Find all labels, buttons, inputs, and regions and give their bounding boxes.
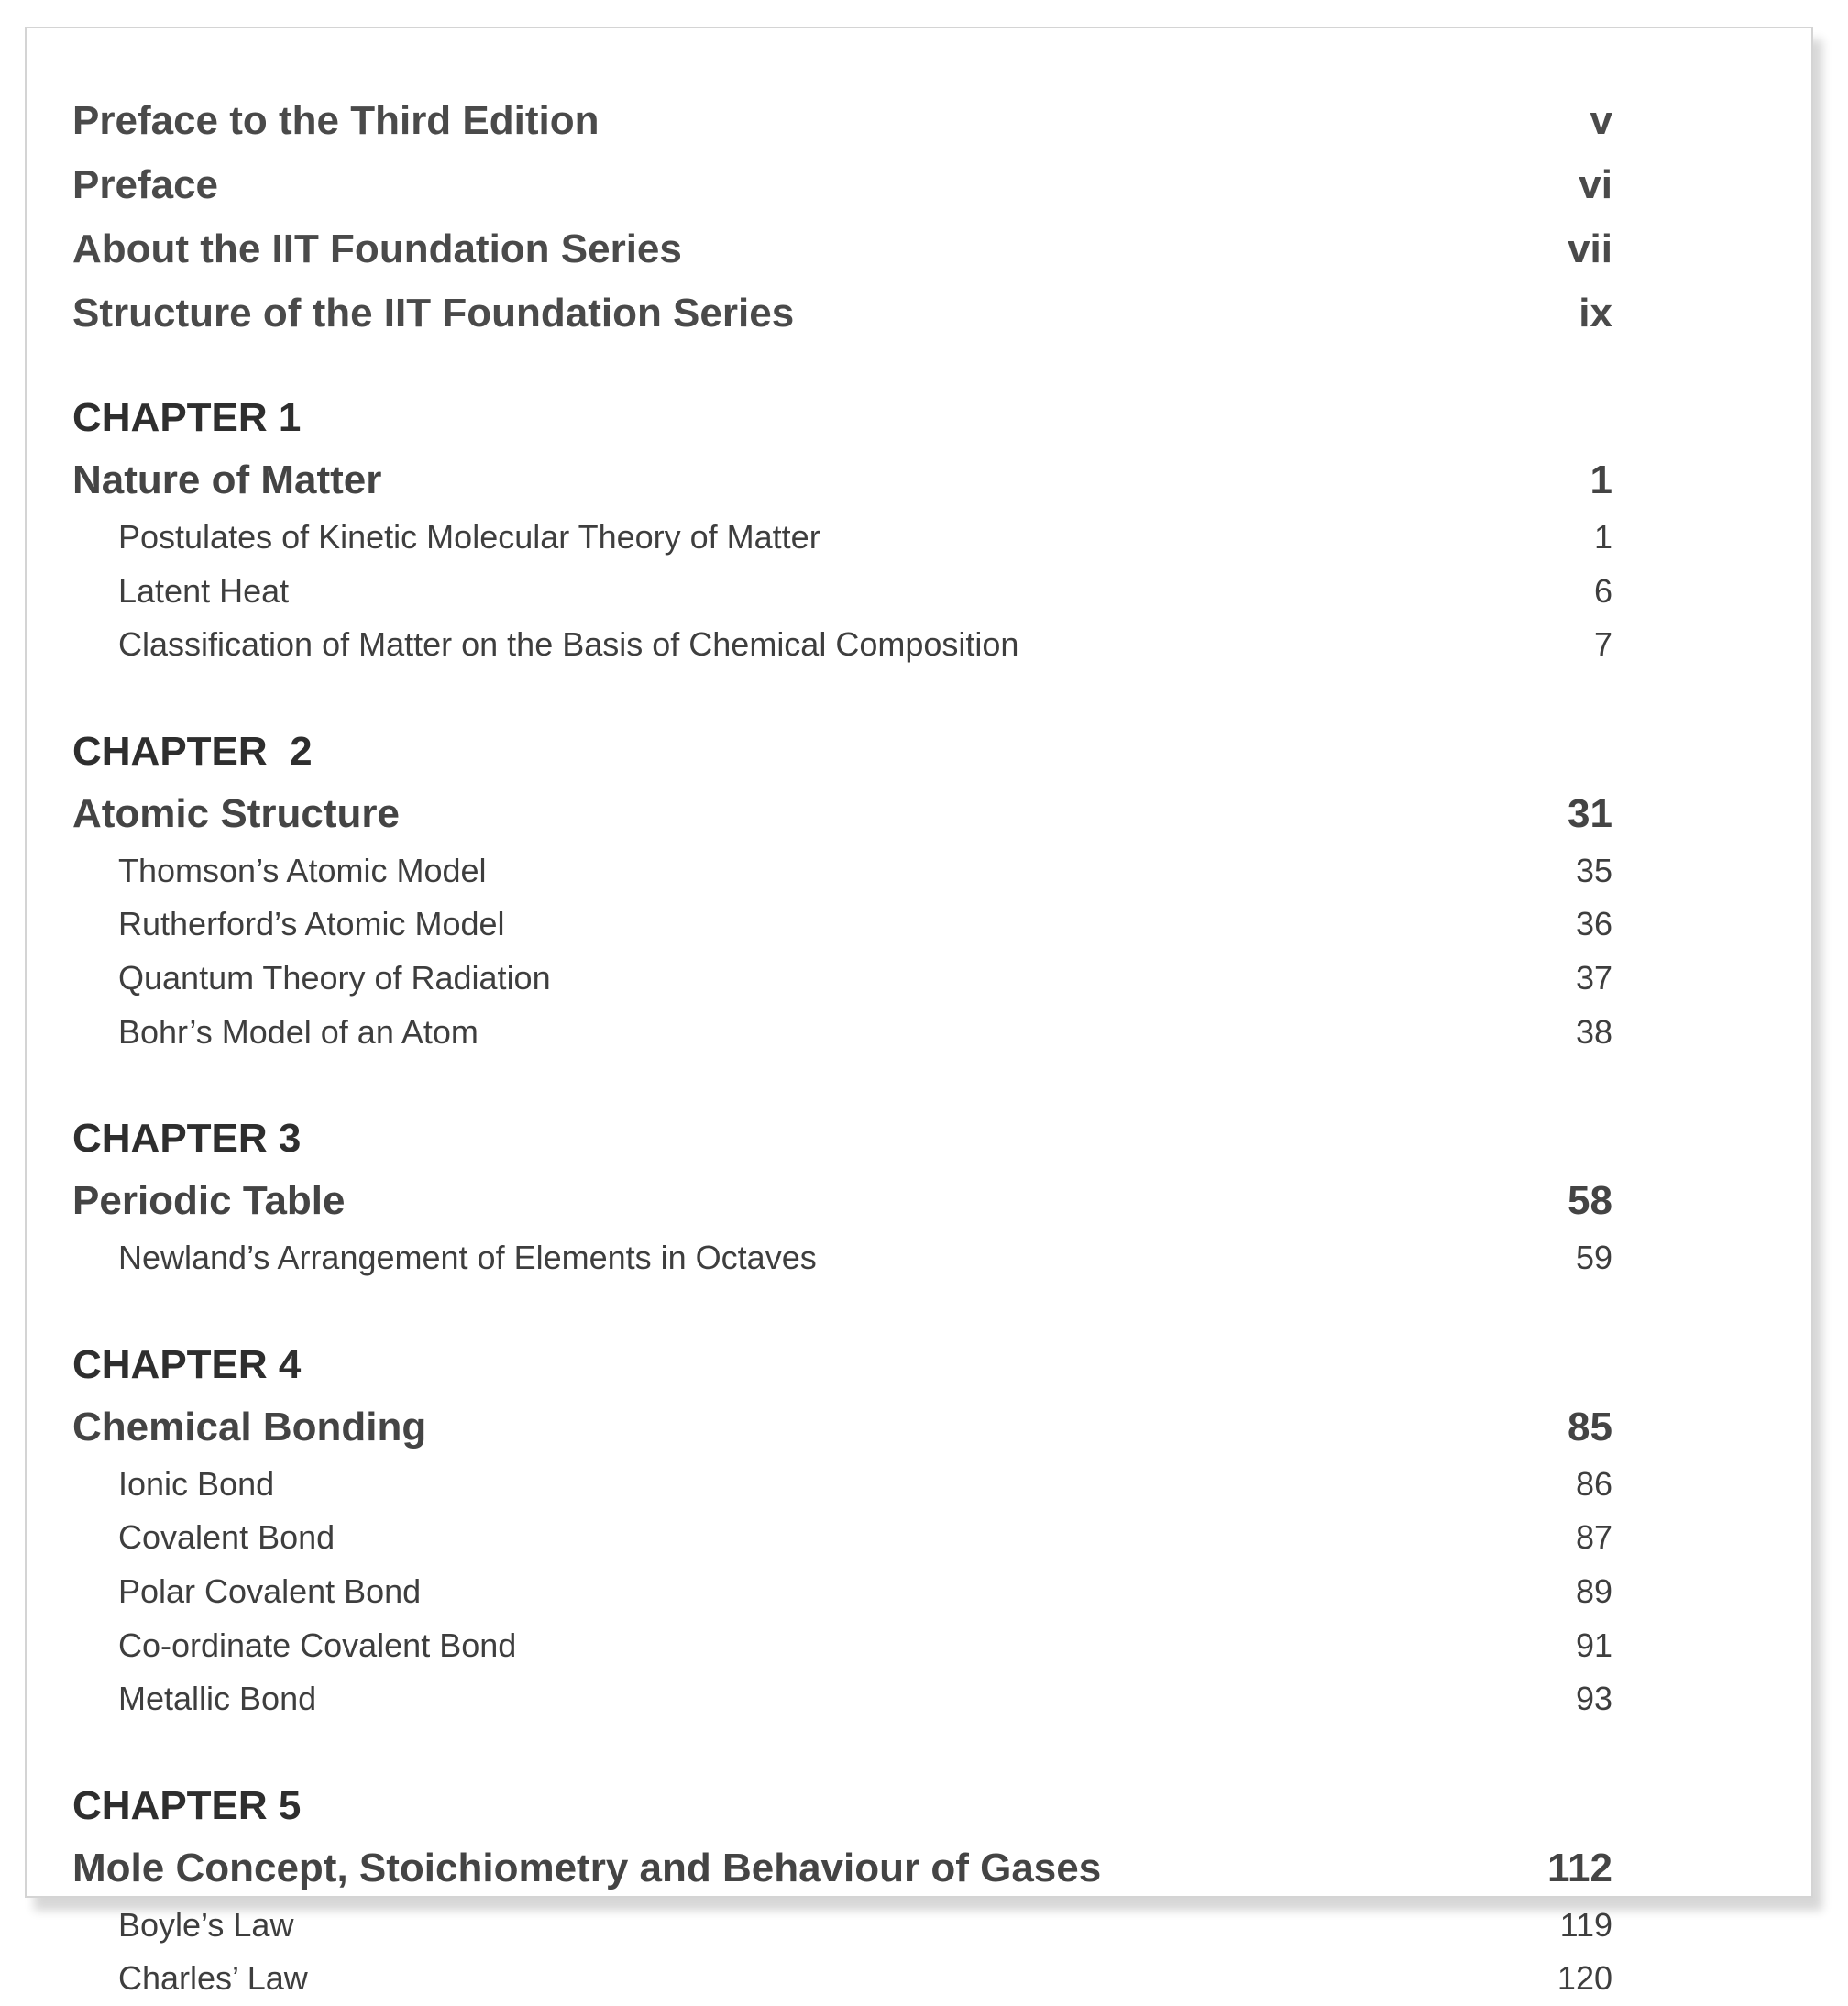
chapter-title-nature-of-matter[interactable] <box>72 450 1612 511</box>
chapter-page: 112 <box>1547 1845 1612 1890</box>
section-entry[interactable] <box>72 1231 1612 1285</box>
section-entry[interactable] <box>72 844 1612 898</box>
toc-entry-about-series[interactable] <box>72 217 1612 281</box>
chapter-title-chemical-bonding[interactable] <box>72 1397 1612 1458</box>
section-entry[interactable] <box>72 511 1612 565</box>
chapter-label: CHAPTER 2 <box>72 728 313 774</box>
chapter-title-mole-concept[interactable] <box>72 1838 1612 1899</box>
section-entry[interactable] <box>72 1511 1612 1565</box>
section-entry[interactable] <box>72 1458 1612 1512</box>
section-title: Thomson’s Atomic Model <box>118 851 487 889</box>
section-page: 89 <box>1575 1571 1612 1610</box>
chapter-title: Chemical Bonding <box>72 1404 427 1449</box>
section-page: 35 <box>1575 851 1612 889</box>
section-entry[interactable] <box>72 618 1612 672</box>
chapter-page: 1 <box>1590 457 1612 502</box>
section-entry[interactable] <box>72 565 1612 619</box>
section-page: 120 <box>1556 1959 1612 1998</box>
section-entry[interactable] <box>72 1952 1612 2006</box>
toc-entry-preface[interactable] <box>72 153 1612 217</box>
section-entry[interactable] <box>72 952 1612 1006</box>
chapter-label: CHAPTER 5 <box>72 1782 302 1828</box>
chapter-title: Atomic Structure <box>72 790 400 836</box>
section-page: 36 <box>1575 905 1612 943</box>
chapter-label: CHAPTER 3 <box>72 1116 302 1162</box>
toc-content <box>72 28 1612 2006</box>
section-page: 119 <box>1559 1905 1612 1944</box>
chapter-title: Periodic Table <box>72 1178 346 1224</box>
section-page: 37 <box>1575 958 1612 997</box>
section-title: Boyle’s Law <box>118 1905 294 1944</box>
chapter-label: CHAPTER 1 <box>72 395 302 440</box>
section-page: 7 <box>1593 625 1612 664</box>
section-entry[interactable] <box>72 1006 1612 1060</box>
section-title: Bohr’s Model of an Atom <box>118 1012 478 1051</box>
chapter-title: Nature of Matter <box>72 457 382 502</box>
entry-title: Preface to the Third Edition <box>72 98 600 143</box>
section-page: 91 <box>1575 1626 1612 1664</box>
section-title: Charles’ Law <box>118 1959 308 1998</box>
entry-page: vi <box>1578 162 1612 207</box>
section-title: Covalent Bond <box>118 1518 336 1557</box>
entry-title: Structure of the IIT Foundation Series <box>72 291 795 336</box>
toc-entry-structure-series[interactable] <box>72 281 1612 346</box>
chapter-page: 85 <box>1568 1404 1612 1449</box>
section-page: 87 <box>1575 1518 1612 1557</box>
section-entry[interactable] <box>72 1899 1612 1953</box>
chapter-page: 31 <box>1568 790 1612 836</box>
chapter-label: CHAPTER 4 <box>72 1341 302 1387</box>
section-title: Quantum Theory of Radiation <box>118 958 551 997</box>
section-title: Classification of Matter on the Basis of Chemical Composition <box>118 625 1019 664</box>
section-entry[interactable] <box>72 898 1612 952</box>
entry-page: ix <box>1578 291 1612 336</box>
toc-page <box>25 27 1813 1998</box>
entry-page: v <box>1590 98 1612 143</box>
toc-entry-preface-third-edition[interactable] <box>72 89 1612 153</box>
chapter-page: 58 <box>1568 1178 1612 1224</box>
section-title: Metallic Bond <box>118 1680 317 1718</box>
section-title: Latent Heat <box>118 571 290 610</box>
chapter-title: Mole Concept, Stoichiometry and Behaviour of Gases <box>72 1845 1102 1890</box>
section-entry[interactable] <box>72 1565 1612 1619</box>
section-title: Newland’s Arrangement of Elements in Octaves <box>118 1239 817 1277</box>
section-title: Polar Covalent Bond <box>118 1571 422 1610</box>
chapter-title-periodic-table[interactable] <box>72 1171 1612 1231</box>
entry-page: vii <box>1568 226 1612 271</box>
section-page: 38 <box>1575 1012 1612 1051</box>
chapter-title-atomic-structure[interactable] <box>72 784 1612 844</box>
section-title: Ionic Bond <box>118 1464 275 1503</box>
section-title: Postulates of Kinetic Molecular Theory of Matter <box>118 518 820 556</box>
section-title: Co-ordinate Covalent Bond <box>118 1626 517 1664</box>
section-entry[interactable] <box>72 1619 1612 1673</box>
section-page: 59 <box>1575 1239 1612 1277</box>
section-entry[interactable] <box>72 1672 1612 1726</box>
entry-title: Preface <box>72 162 219 207</box>
section-page: 86 <box>1575 1464 1612 1503</box>
section-title: Rutherford’s Atomic Model <box>118 905 505 943</box>
section-page: 6 <box>1593 571 1612 610</box>
section-page: 1 <box>1593 518 1612 556</box>
section-page: 93 <box>1575 1680 1612 1718</box>
entry-title: About the IIT Foundation Series <box>72 226 682 271</box>
